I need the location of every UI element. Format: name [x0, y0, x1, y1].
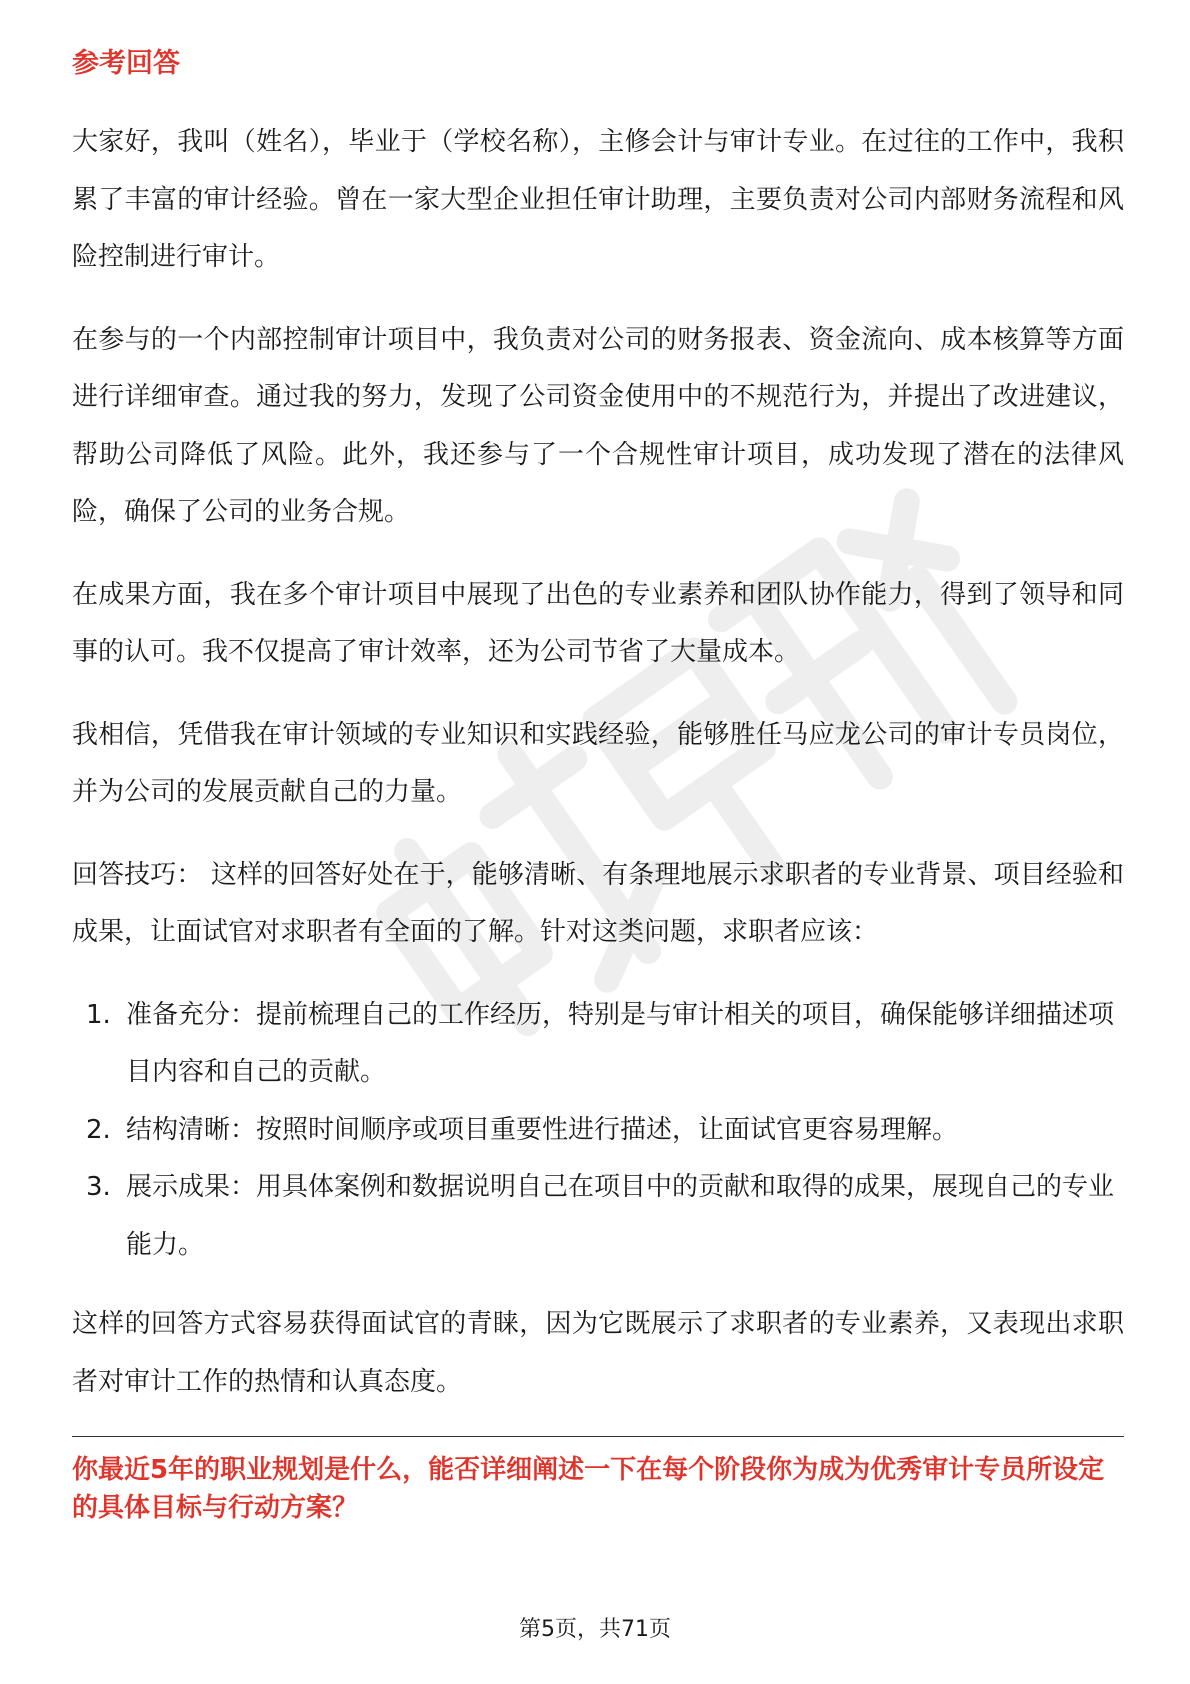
- list-item-text: 准备充分：提前梳理自己的工作经历，特别是与审计相关的项目，确保能够详细描述项目内容和自己的贡献。: [126, 999, 1115, 1087]
- list-item: [72, 987, 1124, 1102]
- list-item: [72, 1102, 1124, 1160]
- tips-list: [72, 987, 1124, 1275]
- section-divider: [72, 1436, 1124, 1437]
- closing-paragraph: 这样的回答方式容易获得面试官的青睐，因为它既展示了求职者的专业素养，又表现出求职者对审计工作的热情和认真态度。: [72, 1309, 1124, 1397]
- list-item-number: 1.: [86, 999, 111, 1030]
- list-item-text: 结构清晰：按照时间顺序或项目重要性进行描述，让面试官更容易理解。: [126, 1114, 959, 1145]
- answer-paragraph: 我相信，凭借我在审计领域的专业知识和实践经验，能够胜任马应龙公司的审计专员岗位，并为公司的发展贡献自己的力量。: [72, 719, 1124, 807]
- list-item: [72, 1159, 1124, 1274]
- list-item-text: 展示成果：用具体案例和数据说明自己在项目中的贡献和取得的成果，展现自己的专业能力。: [126, 1172, 1115, 1260]
- list-item-number: 3.: [86, 1172, 111, 1202]
- list-item-number: 2.: [86, 1114, 111, 1145]
- answer-paragraph: 在成果方面，我在多个审计项目中展现了出色的专业素养和团队协作能力，得到了领导和同事的认可。我不仅提高了审计效率，还为公司节省了大量成本。: [72, 579, 1124, 667]
- tips-intro-paragraph: 回答技巧： 这样的回答好处在于，能够清晰、有条理地展示求职者的专业背景、项目经验和成果，让面试官对求职者有全面的了解。针对这类问题，求职者应该：: [72, 859, 1124, 947]
- section-label: 参考回答: [72, 48, 180, 79]
- page-footer: 第5页，共71页: [519, 1617, 671, 1642]
- answer-paragraph: 在参与的一个内部控制审计项目中，我负责对公司的财务报表、资金流向、成本核算等方面进行详细审查。通过我的努力，发现了公司资金使用中的不规范行为，并提出了改进建议，帮助公司降低了风险。此外，我还参与了一个合规性审计项目，成功发现了潜在的法律风险，确保了公司的业务合规。: [72, 324, 1124, 527]
- answer-paragraph: 大家好，我叫（姓名），毕业于（学校名称），主修会计与审计专业。在过往的工作中，我积累了丰富的审计经验。曾在一家大型企业担任审计助理，主要负责对公司内部财务流程和风险控制进行审计。: [72, 127, 1124, 272]
- next-question-heading: 你最近5年的职业规划是什么，能否详细阐述一下在每个阶段你为成为优秀审计专员所设定的具体目标与行动方案？: [72, 1455, 1105, 1523]
- document-page: [72, 40, 1124, 1527]
